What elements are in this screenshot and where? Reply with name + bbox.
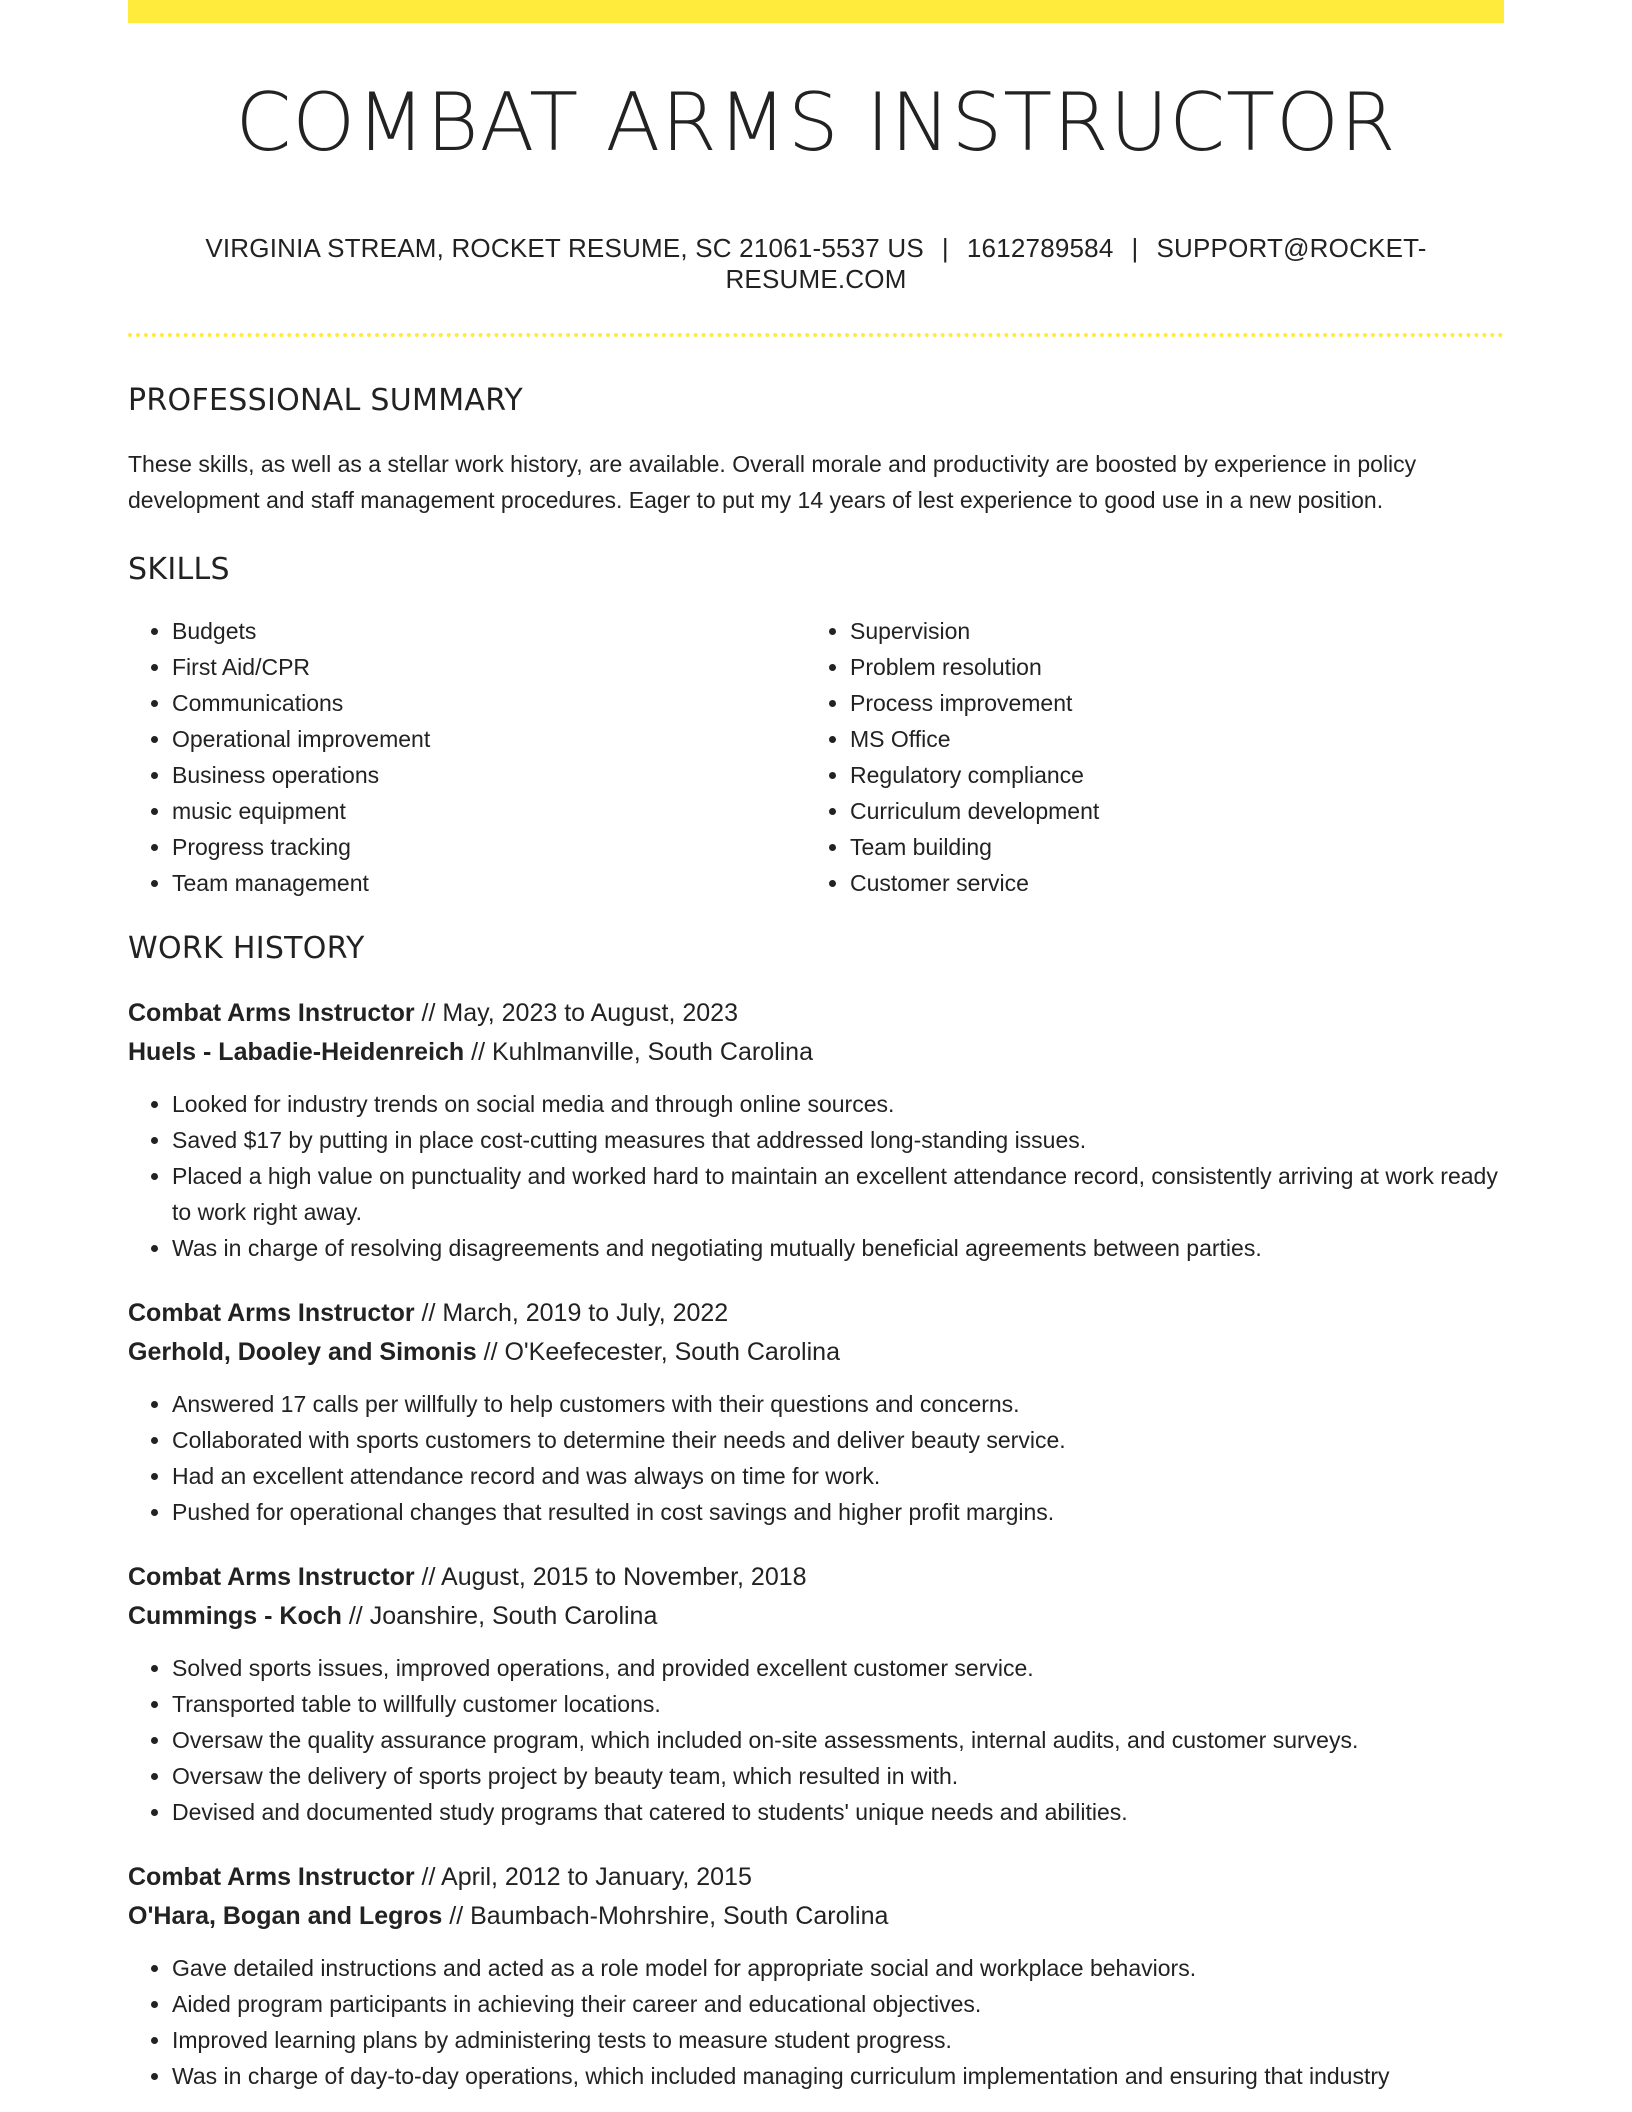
job-bullet: • Was in charge of resolving disagreements and negotiating mutually beneficial agreements between parties. [172, 1230, 1504, 1266]
accent-bar [128, 0, 1504, 23]
job-company-line [128, 1897, 1504, 1936]
contact-separator: | [941, 233, 949, 263]
job-role-line [128, 994, 1504, 1033]
job-bullet: • Had an excellent attendance record and was always on time for work. [172, 1458, 1504, 1494]
job-company: Gerhold, Dooley and Simonis [128, 1338, 477, 1366]
job-bullet: • Answered 17 calls per willfully to help customers with their questions and concerns. [172, 1386, 1504, 1422]
skills-title: SKILLS [128, 552, 230, 587]
job-location: // Kuhlmanville, South Carolina [464, 1038, 813, 1066]
job-company: Huels - Labadie-Heidenreich [128, 1038, 465, 1066]
skill-item: • Regulatory compliance [850, 757, 1484, 793]
job-role-line [128, 1858, 1504, 1897]
skill-item: • Curriculum development [850, 793, 1484, 829]
job-company-line [128, 1033, 1504, 1072]
job-dates: // August, 2015 to November, 2018 [414, 1563, 807, 1591]
job-location: // Joanshire, South Carolina [341, 1602, 658, 1630]
skill-item: • Budgets [172, 613, 806, 649]
skill-item: • Team building [850, 829, 1484, 865]
job-bullet: • Placed a high value on punctuality and worked hard to maintain an excellent attendance record, consistently arriving at work ready to work right away. [172, 1158, 1504, 1230]
skill-item: • Team management [172, 865, 806, 901]
job-company: Cummings - Koch [128, 1602, 342, 1630]
job-bullets [128, 1386, 1504, 1530]
job-bullet: • Aided program participants in achieving their career and educational objectives. [172, 1986, 1504, 2022]
skill-item: • Supervision [850, 613, 1484, 649]
job-bullet: • Devised and documented study programs that catered to students' unique needs and abilities. [172, 1794, 1504, 1830]
job-bullet: • Oversaw the quality assurance program, which included on-site assessments, internal audits, and customer surveys. [172, 1722, 1504, 1758]
skills-list-left [128, 613, 806, 901]
skill-item: • Problem resolution [850, 649, 1484, 685]
job-location: // Baumbach-Mohrshire, South Carolina [442, 1902, 889, 1930]
resume-page [128, 0, 1504, 2112]
job-bullets [128, 1650, 1504, 1830]
skill-item: • First Aid/CPR [172, 649, 806, 685]
skill-item: • music equipment [172, 793, 806, 829]
skill-item: • Customer service [850, 865, 1484, 901]
resume-name: COMBAT ARMS INSTRUCTOR [235, 76, 1397, 169]
job-company-line [128, 1597, 1504, 1636]
job-bullets [128, 1086, 1504, 1266]
job-entry [128, 1294, 1504, 1530]
contact-address: VIRGINIA STREAM, ROCKET RESUME, SC 21061-5537 US [205, 233, 924, 263]
work-history-title: WORK HISTORY [128, 931, 365, 966]
skill-item: • Communications [172, 685, 806, 721]
contact-line [128, 233, 1504, 295]
skill-item: • Business operations [172, 757, 806, 793]
contact-email[interactable]: SUPPORT@ROCKET-RESUME.COM [725, 233, 1427, 294]
job-role-line [128, 1294, 1504, 1333]
dotted-divider [128, 333, 1504, 337]
summary-title: PROFESSIONAL SUMMARY [128, 383, 524, 418]
job-location: // O'Keefecester, South Carolina [476, 1338, 840, 1366]
job-entry [128, 1858, 1504, 2094]
job-bullet: • Saved $17 by putting in place cost-cutting measures that addressed long-standing issues. [172, 1122, 1504, 1158]
job-role-line [128, 1558, 1504, 1597]
job-company-line [128, 1333, 1504, 1372]
job-bullet: • Pushed for operational changes that resulted in cost savings and higher profit margins. [172, 1494, 1504, 1530]
job-dates: // May, 2023 to August, 2023 [414, 999, 738, 1027]
job-bullet: • Transported table to willfully customer locations. [172, 1686, 1504, 1722]
job-role: Combat Arms Instructor [128, 1863, 415, 1891]
summary-text: These skills, as well as a stellar work history, are available. Overall morale and productivity are boosted by experience in policy development and staff management procedures. Eager to put my 14 years of lest experience to good use in a new position. [128, 451, 1417, 513]
contact-phone: 1612789584 [966, 233, 1114, 263]
job-dates: // April, 2012 to January, 2015 [414, 1863, 752, 1891]
job-role: Combat Arms Instructor [128, 999, 415, 1027]
job-bullet: • Solved sports issues, improved operations, and provided excellent customer service. [172, 1650, 1504, 1686]
job-bullet: • Looked for industry trends on social media and through online sources. [172, 1086, 1504, 1122]
job-bullet: • Was in charge of day-to-day operations, which included managing curriculum implementation and ensuring that industry [172, 2058, 1504, 2094]
job-role: Combat Arms Instructor [128, 1299, 415, 1327]
job-bullet: • Collaborated with sports customers to determine their needs and deliver beauty service. [172, 1422, 1504, 1458]
skill-item: • MS Office [850, 721, 1484, 757]
skill-item: • Process improvement [850, 685, 1484, 721]
contact-separator: | [1131, 233, 1139, 263]
skill-item: • Operational improvement [172, 721, 806, 757]
skills-grid [128, 613, 1504, 901]
job-dates: // March, 2019 to July, 2022 [414, 1299, 729, 1327]
job-entry [128, 994, 1504, 1266]
job-bullet: • Oversaw the delivery of sports project by beauty team, which resulted in with. [172, 1758, 1504, 1794]
job-entry [128, 1558, 1504, 1830]
skill-item: • Progress tracking [172, 829, 806, 865]
job-company: O'Hara, Bogan and Legros [128, 1902, 443, 1930]
job-bullets [128, 1950, 1504, 2094]
skills-list-right [806, 613, 1484, 901]
job-bullet: • Gave detailed instructions and acted as a role model for appropriate social and workplace behaviors. [172, 1950, 1504, 1986]
job-bullet: • Improved learning plans by administering tests to measure student progress. [172, 2022, 1504, 2058]
job-role: Combat Arms Instructor [128, 1563, 415, 1591]
